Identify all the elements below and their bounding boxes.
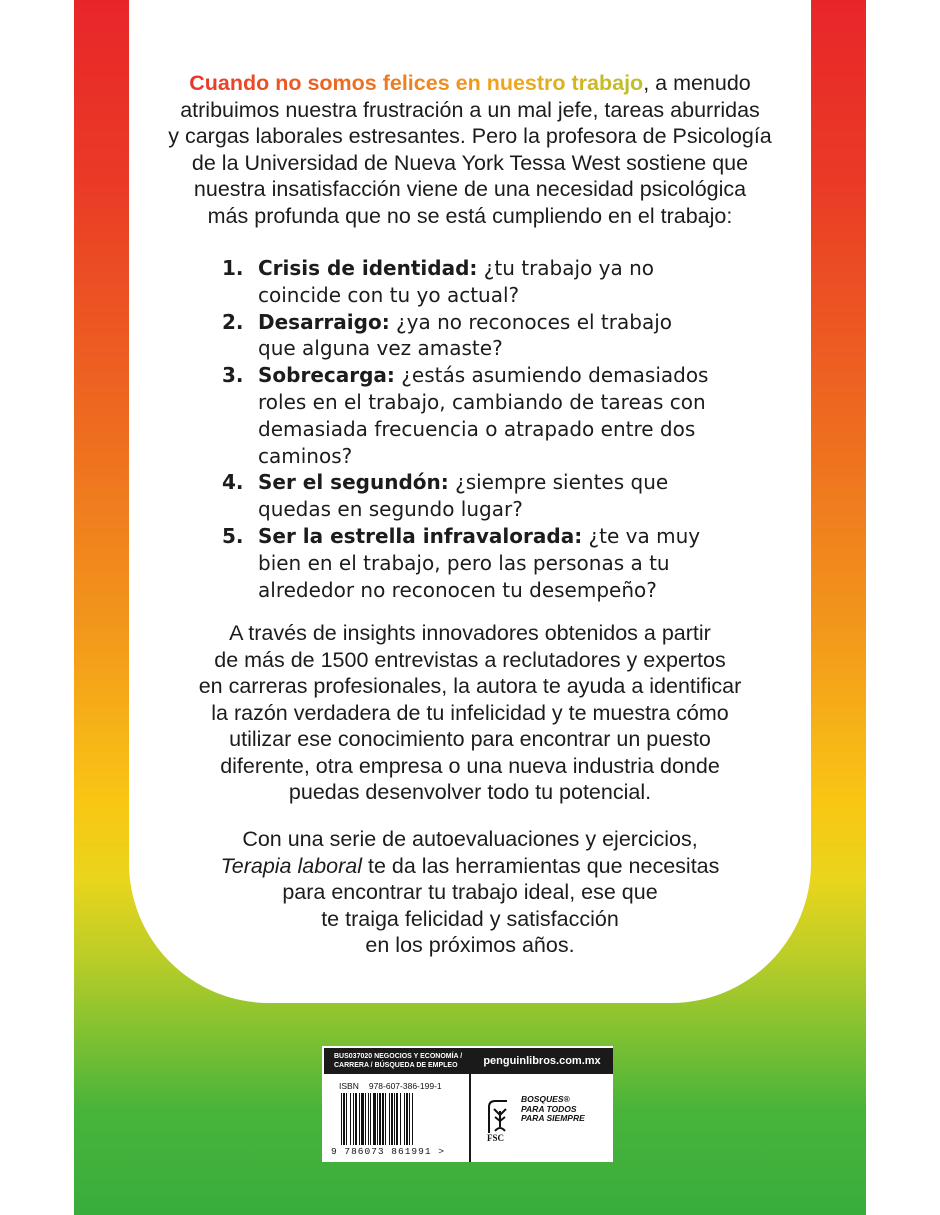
list-number: 3. bbox=[222, 363, 244, 388]
list-text: ¿tu trabajo ya no bbox=[477, 256, 655, 280]
body-paragraph-2 bbox=[160, 620, 780, 806]
list-term: Sobrecarga: bbox=[258, 363, 395, 388]
para2-line: la razón verdadera de tu infelicidad y te muestra cómo bbox=[211, 700, 729, 725]
list-text: ¿te va muy bbox=[582, 523, 701, 548]
barcode-icon bbox=[339, 1093, 451, 1145]
para2-line: en carreras profesionales, la autora te ayuda a identificar bbox=[198, 674, 742, 698]
list-text: ¿estás asumiendo demasiados bbox=[394, 363, 709, 388]
bisac-line: CARRERA / BÚSQUEDA DE EMPLEO bbox=[334, 1062, 458, 1069]
publisher-website: penguinlibros.com.mx bbox=[471, 1048, 613, 1074]
list-text: roles en el trabajo, cambiando de tareas con bbox=[258, 389, 706, 414]
list-item bbox=[218, 362, 738, 469]
para2-line: de más de 1500 entrevistas a reclutadores y expertos bbox=[214, 647, 726, 672]
list-text: quedas en segundo lugar? bbox=[258, 497, 523, 522]
intro-line: atribuimos nuestra frustración a un mal jefe, tareas aburridas bbox=[180, 97, 760, 122]
body-paragraph-3 bbox=[150, 826, 790, 959]
list-item bbox=[218, 255, 738, 309]
bosques-line: BOSQUES® bbox=[521, 1094, 570, 1104]
intro-line: y cargas laborales estresantes. Pero la profesora de Psicología bbox=[168, 124, 772, 148]
list-term: Ser el segundón: bbox=[258, 470, 449, 495]
list-number: 4. bbox=[222, 470, 244, 495]
bosques-line: PARA TODOS bbox=[521, 1103, 577, 1114]
para2-line: diferente, otra empresa o una nueva industria donde bbox=[220, 753, 720, 778]
list-term: Crisis de identidad: bbox=[258, 256, 478, 280]
barcode-box bbox=[322, 1046, 613, 1162]
book-title-italic: Terapia laboral bbox=[220, 853, 363, 878]
list-term: Ser la estrella infravalorada: bbox=[258, 523, 583, 548]
bisac-line: BUS037020 NEGOCIOS Y ECONOMÍA / bbox=[334, 1053, 463, 1060]
list-text: demasiada frecuencia o atrapado entre dos bbox=[258, 416, 696, 441]
para3-line: en los próximos años. bbox=[365, 933, 575, 957]
para3-line: Con una serie de autoevaluaciones y ejercicios, bbox=[242, 827, 698, 851]
numbered-list bbox=[218, 255, 738, 603]
bosques-line: PARA SIEMPRE bbox=[521, 1113, 585, 1123]
intro-line: nuestra insatisfacción viene de una necesidad psicológica bbox=[193, 177, 747, 201]
list-text: alrededor no reconocen tu desempeño? bbox=[258, 577, 657, 602]
list-number: 1. bbox=[222, 256, 244, 280]
list-number: 2. bbox=[222, 309, 244, 334]
intro-paragraph bbox=[150, 70, 790, 229]
para2-line: puedas desenvolver todo tu potencial. bbox=[288, 780, 652, 804]
intro-line: más profunda que no se está cumpliendo en el trabajo: bbox=[207, 203, 733, 228]
isbn-label: ISBN bbox=[339, 1081, 359, 1091]
bisac-label bbox=[324, 1048, 469, 1074]
list-text: ¿ya no reconoces el trabajo bbox=[389, 309, 672, 334]
list-text: coincide con tu yo actual? bbox=[258, 282, 520, 307]
intro-lead: Cuando no somos felices en nuestro trabajo bbox=[189, 71, 644, 95]
intro-line: , a menudo bbox=[643, 71, 751, 95]
bosques-logo-text bbox=[521, 1095, 585, 1124]
intro-line: de la Universidad de Nueva York Tessa West sostiene que bbox=[191, 150, 749, 175]
list-term: Desarraigo: bbox=[258, 309, 390, 334]
list-text: bien en el trabajo, pero las personas a tu bbox=[258, 550, 670, 575]
para3-line: te da las herramientas que necesitas bbox=[362, 853, 720, 878]
para3-line: te traiga felicidad y satisfacción bbox=[321, 906, 619, 931]
list-text: que alguna vez amaste? bbox=[258, 336, 503, 361]
list-text: ¿siempre sientes que bbox=[448, 470, 669, 495]
list-item bbox=[218, 309, 738, 363]
para3-line: para encontrar tu trabajo ideal, ese que bbox=[282, 880, 658, 904]
list-text: caminos? bbox=[258, 443, 353, 468]
isbn-text bbox=[339, 1081, 442, 1091]
para2-line: A través de insights innovadores obtenidos a partir bbox=[229, 621, 711, 645]
list-item bbox=[218, 523, 738, 603]
para2-line: utilizar ese conocimiento para encontrar un puesto bbox=[229, 727, 711, 751]
list-item bbox=[218, 469, 738, 523]
barcode-digits: 9 786073 861991 > bbox=[331, 1146, 445, 1157]
isbn-number: 978-607-386-199-1 bbox=[368, 1081, 442, 1091]
list-number: 5. bbox=[222, 523, 244, 548]
fsc-label: FSC bbox=[487, 1133, 505, 1143]
